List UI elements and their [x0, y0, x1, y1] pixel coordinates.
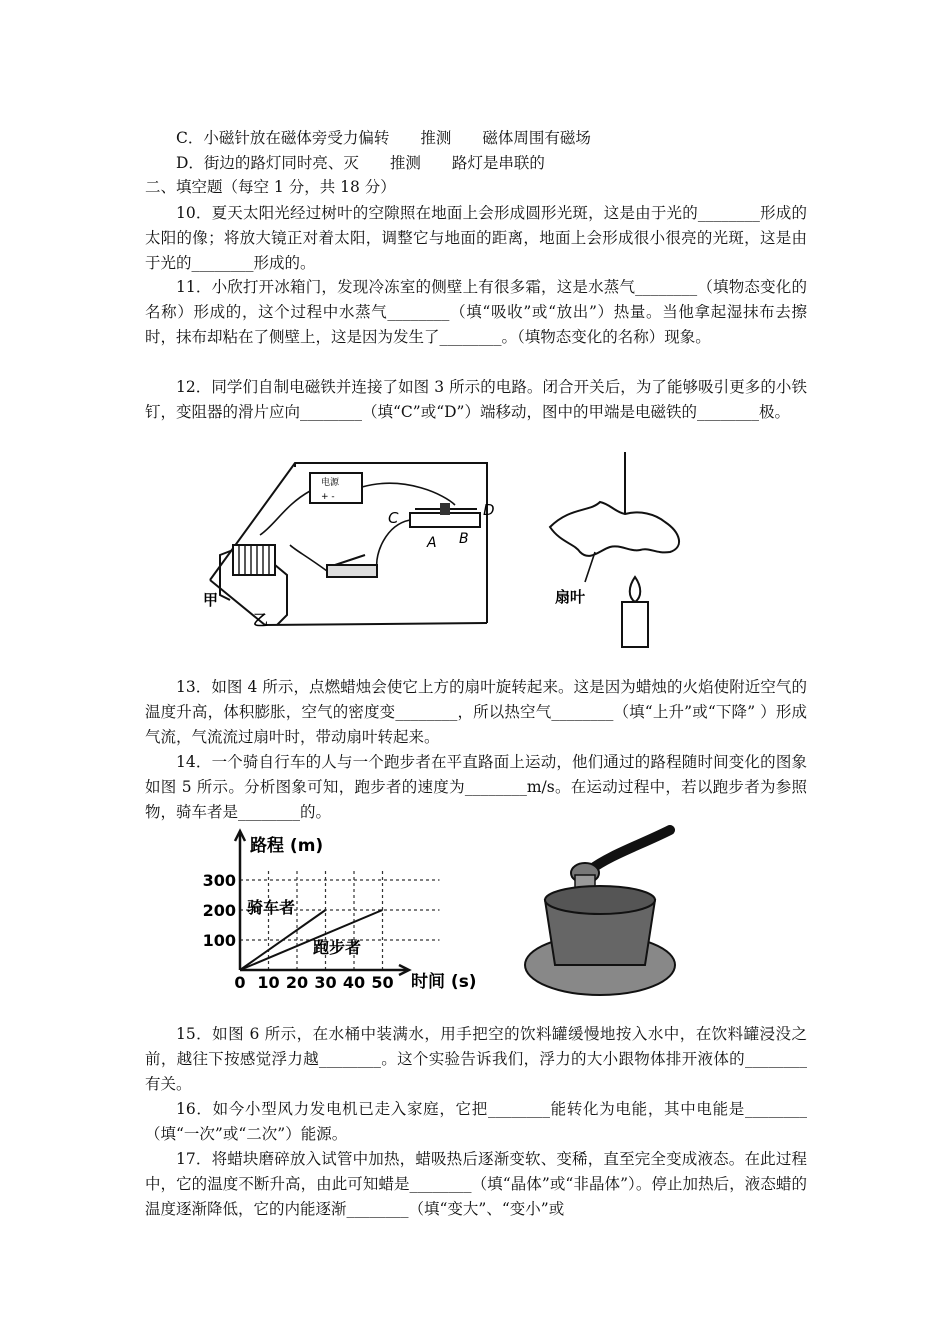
y-tick-label: 300 — [202, 871, 236, 890]
figure-4-candle-fan — [540, 452, 710, 652]
question-12: 12．同学们自制电磁铁并连接了如图 3 所示的电路。闭合开关后，为了能够吸引更多的小铁钉，变阻器的滑片应向________（填“C”或“D”）端移动，图中的甲端是电磁铁的________极。 — [145, 378, 807, 421]
candle-flame — [630, 577, 641, 602]
label-d: D — [483, 501, 495, 519]
question-16: 16．如今小型风力发电机已走入家庭，它把________能转化为电能，其中电能是________（填“一次”或“二次”）能源。 — [145, 1100, 807, 1143]
rheostat-slider — [440, 503, 450, 515]
bucket-rim — [545, 886, 655, 914]
x-tick-label: 20 — [285, 973, 309, 992]
rheostat — [410, 513, 480, 527]
switch — [327, 565, 377, 577]
question-17: 17．将蜡块磨碎放入试管中加热，蜡吸热后逐渐变软、变稀，直至完全变成液态。在此过程中，它的温度不断升高，由此可知蜡是________（填“晶体”或“非晶体”）。停止加热后，液态蜡的温度逐渐降低，它的内能逐渐________（填“变大”、“变小”或 — [145, 1150, 807, 1218]
legend-runner: 跑步者 — [313, 938, 362, 957]
y-tick-label: 200 — [202, 901, 236, 920]
y-tick-label: 100 — [202, 931, 236, 950]
figure-5-distance-time-chart — [195, 825, 495, 995]
fan-blade — [550, 502, 679, 556]
x-tick-label: 10 — [257, 973, 280, 992]
battery-label: 电源 — [321, 478, 340, 488]
label-c: C — [388, 509, 399, 527]
label-b: B — [459, 531, 469, 547]
candle — [622, 602, 648, 647]
label-a: A — [427, 535, 437, 551]
x-tick-label: 50 — [371, 973, 394, 992]
question-15: 15．如图 6 所示，在水桶中装满水，用手把空的饮料罐缓慢地按入水中，在饮料罐浸没之前，越往下按感觉浮力越________。这个实验告诉我们，浮力的大小跟物体排开液体的________有关。 — [145, 1025, 807, 1093]
figure-6-bucket-can — [520, 825, 680, 1005]
legend-cyclist: 骑车者 — [247, 898, 296, 917]
section-title: 二、填空题（每空 1 分，共 18 分） — [145, 178, 396, 196]
fan-blade-label: 扇叶 — [555, 588, 586, 606]
label-jia: 甲 — [203, 591, 219, 609]
question-14: 14．一个骑自行车的人与一个跑步者在平直路面上运动，他们通过的路程随时间变化的图象如图 5 所示。分析图象可知，跑步者的速度为________m/s。在运动过程中，若以跑步者为参照物，骑车者是________的。 — [145, 753, 807, 821]
x-axis-label: 时间 (s) — [411, 972, 477, 992]
arm — [590, 830, 670, 870]
option-d: D．街边的路灯同时亮、灭 推测 路灯是串联的 — [176, 154, 545, 172]
option-c: C．小磁针放在磁体旁受力偏转 推测 磁体周围有磁场 — [176, 129, 591, 147]
x-tick-label: 30 — [314, 973, 337, 992]
question-11: 11．小欣打开冰箱门，发现冷冻室的侧壁上有很多霜，这是水蒸气________（填物态变化的名称）形成的，这个过程中水蒸气________（填“吸收”或“放出”）热量。当他拿起湿抹布去擦时，抹布却粘在了侧壁上，这是因为发生了________。（填物态变化的名称）现象。 — [145, 278, 807, 346]
y-axis-label: 路程 (m) — [250, 836, 324, 856]
question-10: 10．夏天太阳光经过树叶的空隙照在地面上会形成圆形光斑，这是由于光的________形成的太阳的像；将放大镜正对着太阳，调整它与地面的距离，地面上会形成很小很亮的光斑，这是由于光的________形成的。 — [145, 204, 807, 272]
svg-text:+ -: + - — [321, 492, 335, 502]
label-yi: 乙 — [253, 611, 269, 629]
question-13: 13．如图 4 所示，点燃蜡烛会使它上方的扇叶旋转起来。这是因为蜡烛的火焰使附近空气的温度升高，体积膨胀，空气的密度变________，所以热空气________（填“上升”或“下降” ）形成气流，气流流过扇叶时，带动扇叶转起来。 — [145, 678, 807, 746]
x-tick-label: 40 — [342, 973, 366, 992]
figure-3-circuit — [195, 455, 505, 650]
x-tick-label: 0 — [234, 973, 246, 992]
